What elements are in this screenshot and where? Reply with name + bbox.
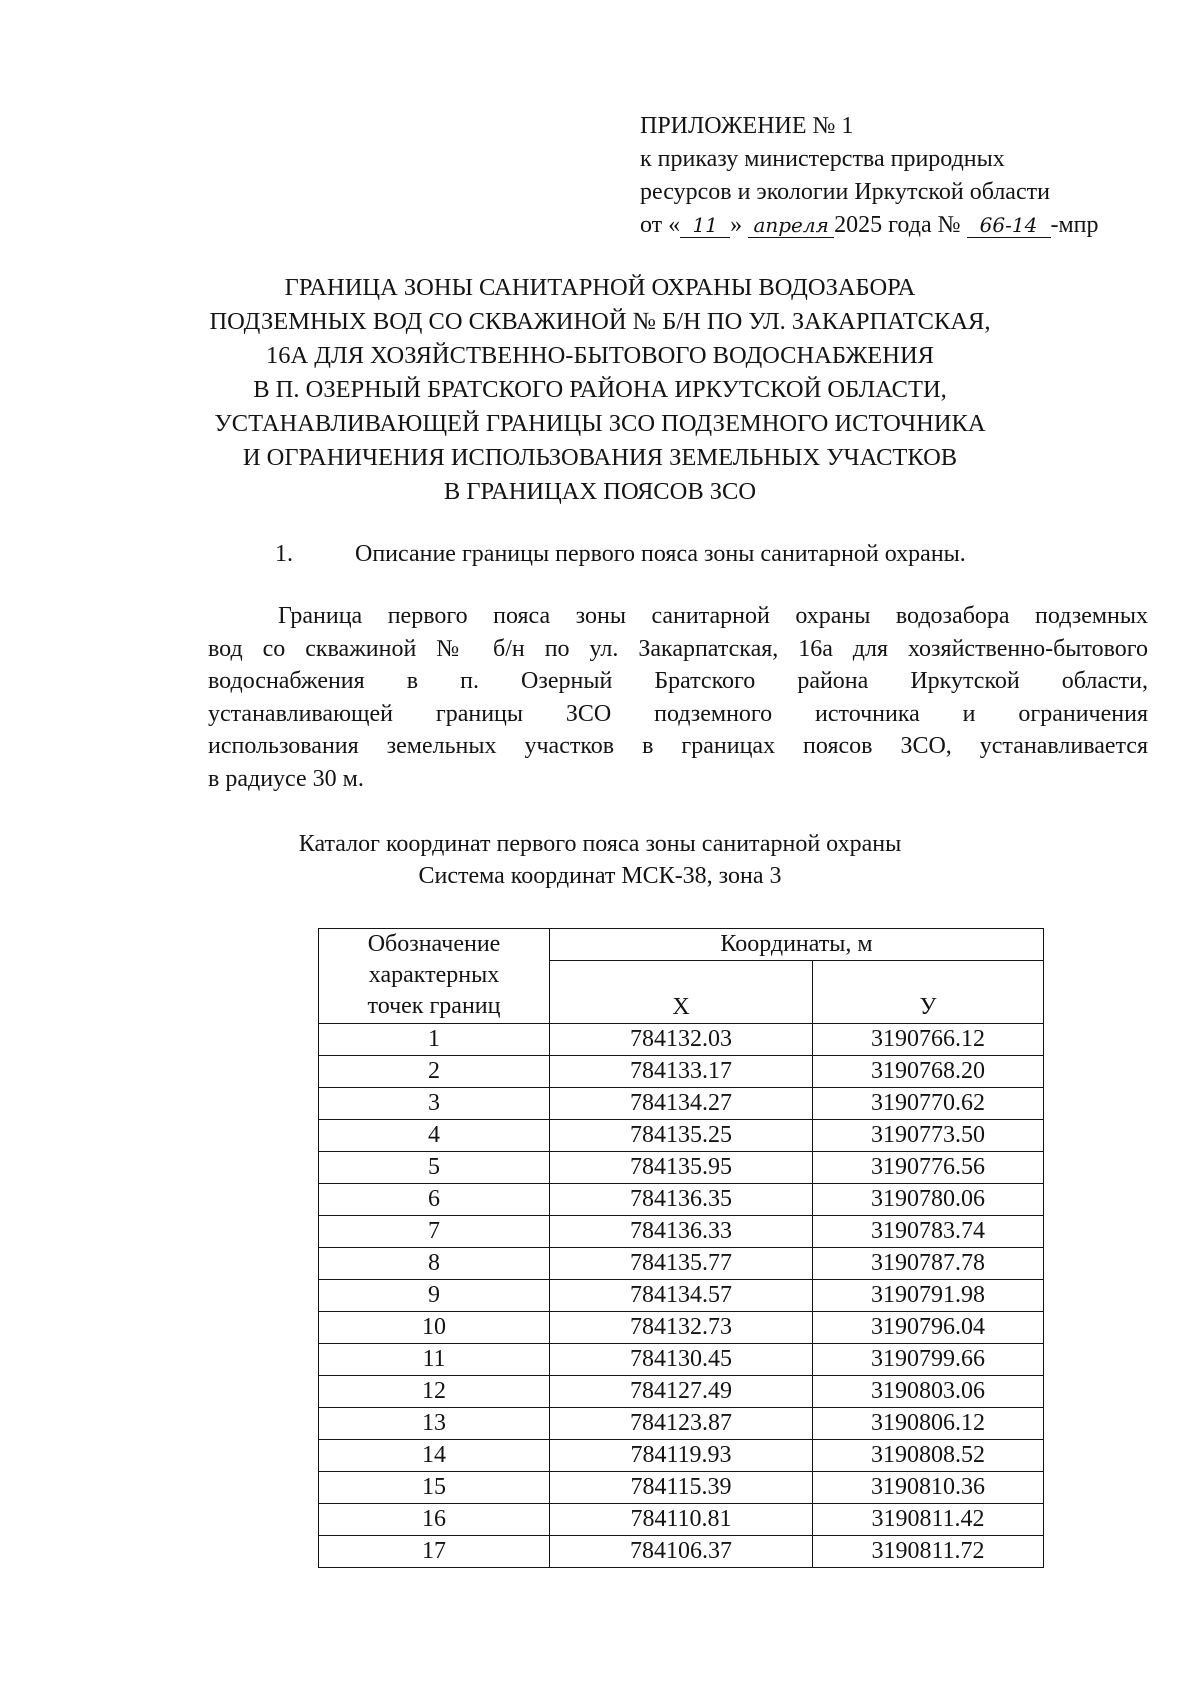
cell-x: 784135.77 [550,1248,813,1280]
description-paragraph [208,600,1148,795]
cell-point: 1 [319,1024,550,1056]
table-caption [150,828,1050,892]
table-row [319,1472,1044,1504]
cell-y: 3190768.20 [813,1056,1044,1088]
header-coordinates: Координаты, м [550,929,1044,961]
title-line: В ГРАНИЦАХ ПОЯСОВ ЗСО [443,478,757,505]
paragraph-line: использования земельных участков в границах поясов ЗСО, устанавливается [208,733,1148,759]
cell-x: 784130.45 [550,1344,813,1376]
cell-y: 3190796.04 [813,1312,1044,1344]
cell-y: 3190776.56 [813,1152,1044,1184]
cell-y: 3190787.78 [813,1248,1044,1280]
table-row [319,1344,1044,1376]
appendix-order-line: к приказу министерства природных [640,146,1005,172]
cell-y: 3190783.74 [813,1216,1044,1248]
table-row [319,1312,1044,1344]
header-y: У [813,961,1044,1024]
appendix-block [640,110,1099,242]
cell-y: 3190811.42 [813,1504,1044,1536]
cell-point: 14 [319,1440,550,1472]
table-row [319,1216,1044,1248]
cell-point: 2 [319,1056,550,1088]
section-number: 1. [275,541,293,567]
cell-y: 3190810.36 [813,1472,1044,1504]
table-row [319,1248,1044,1280]
table-row [319,1184,1044,1216]
table-row [319,1504,1044,1536]
appendix-ministry-line: ресурсов и экологии Иркутской области [640,179,1050,205]
cell-x: 784132.73 [550,1312,813,1344]
cell-point: 15 [319,1472,550,1504]
section-title: Описание границы первого пояса зоны санитарной охраны. [355,541,966,567]
header-x: X [550,961,813,1024]
cell-y: 3190803.06 [813,1376,1044,1408]
title-line: ГРАНИЦА ЗОНЫ САНИТАРНОЙ ОХРАНЫ ВОДОЗАБОРА [284,274,916,301]
caption-coord-system: Система координат МСК-38, зона 3 [418,863,782,889]
cell-x: 784133.17 [550,1056,813,1088]
cell-x: 784127.49 [550,1376,813,1408]
header-label-line: Обозначение [367,931,501,957]
cell-point: 16 [319,1504,550,1536]
paragraph-line: Граница первого пояса зоны санитарной охраны водозабора подземных [278,603,1148,629]
cell-x: 784134.27 [550,1088,813,1120]
handwritten-month: апреля [748,213,834,238]
table-row [319,1280,1044,1312]
header-point-label [319,929,550,1024]
date-mid: » [730,212,743,238]
table-row [319,1056,1044,1088]
cell-y: 3190799.66 [813,1344,1044,1376]
appendix-date-line [640,209,1099,242]
cell-point: 11 [319,1344,550,1376]
cell-y: 3190806.12 [813,1408,1044,1440]
cell-y: 3190811.72 [813,1536,1044,1568]
cell-y: 3190808.52 [813,1440,1044,1472]
cell-point: 8 [319,1248,550,1280]
cell-point: 6 [319,1184,550,1216]
title-line: В П. ОЗЕРНЫЙ БРАТСКОГО РАЙОНА ИРКУТСКОЙ ОБЛАСТИ, [253,376,947,403]
appendix-title: ПРИЛОЖЕНИЕ № 1 [640,113,854,139]
section-heading [275,538,966,570]
cell-x: 784106.37 [550,1536,813,1568]
document-title [150,271,1050,509]
cell-x: 784132.03 [550,1024,813,1056]
cell-y: 3190770.62 [813,1088,1044,1120]
cell-x: 784136.35 [550,1184,813,1216]
cell-x: 784110.81 [550,1504,813,1536]
cell-point: 9 [319,1280,550,1312]
table-row [319,1152,1044,1184]
table-row [319,1536,1044,1568]
cell-point: 17 [319,1536,550,1568]
table-row [319,1088,1044,1120]
cell-x: 784115.39 [550,1472,813,1504]
cell-point: 5 [319,1152,550,1184]
table-body [319,1024,1044,1568]
cell-x: 784135.25 [550,1120,813,1152]
handwritten-order-number: 66-14 [967,213,1051,238]
cell-point: 10 [319,1312,550,1344]
cell-x: 784135.95 [550,1152,813,1184]
table-row [319,1440,1044,1472]
title-line: ПОДЗЕМНЫХ ВОД СО СКВАЖИНОЙ № Б/Н ПО УЛ. ЗАКАРПАТСКАЯ, [209,308,991,335]
order-suffix: -мпр [1050,212,1099,238]
date-prefix: от « [640,212,681,238]
year-text: 2025 года № [834,212,961,238]
coordinates-table [318,928,1044,1568]
table-row [319,1120,1044,1152]
paragraph-line: вод со скважиной № б/н по ул. Закарпатская, 16а для хозяйственно-бытового [208,635,1148,662]
table-row [319,1376,1044,1408]
title-line: И ОГРАНИЧЕНИЯ ИСПОЛЬЗОВАНИЯ ЗЕМЕЛЬНЫХ УЧАСТКОВ [242,444,958,471]
table-row [319,1024,1044,1056]
table-row [319,1408,1044,1440]
header-label-line: точек границ [367,993,501,1019]
cell-y: 3190766.12 [813,1024,1044,1056]
paragraph-line: в радиусе 30 м. [208,765,364,792]
cell-point: 3 [319,1088,550,1120]
cell-x: 784119.93 [550,1440,813,1472]
cell-x: 784123.87 [550,1408,813,1440]
cell-y: 3190791.98 [813,1280,1044,1312]
cell-y: 3190773.50 [813,1120,1044,1152]
cell-point: 7 [319,1216,550,1248]
cell-x: 784136.33 [550,1216,813,1248]
cell-point: 12 [319,1376,550,1408]
title-line: УСТАНАВЛИВАЮЩЕЙ ГРАНИЦЫ ЗСО ПОДЗЕМНОГО ИСТОЧНИКА [214,410,986,437]
title-line: 16А ДЛЯ ХОЗЯЙСТВЕННО-БЫТОВОГО ВОДОСНАБЖЕНИЯ [265,342,934,369]
cell-x: 784134.57 [550,1280,813,1312]
header-label-line: характерных [368,962,500,988]
caption-catalog: Каталог координат первого пояса зоны санитарной охраны [298,831,902,857]
paragraph-line: водоснабжения в п. Озерный Братского района Иркутской области, [208,668,1148,694]
cell-y: 3190780.06 [813,1184,1044,1216]
cell-point: 4 [319,1120,550,1152]
paragraph-line: устанавливающей границы ЗСО подземного источника и ограничения [208,700,1148,727]
cell-point: 13 [319,1408,550,1440]
handwritten-day: 11 [680,213,730,238]
